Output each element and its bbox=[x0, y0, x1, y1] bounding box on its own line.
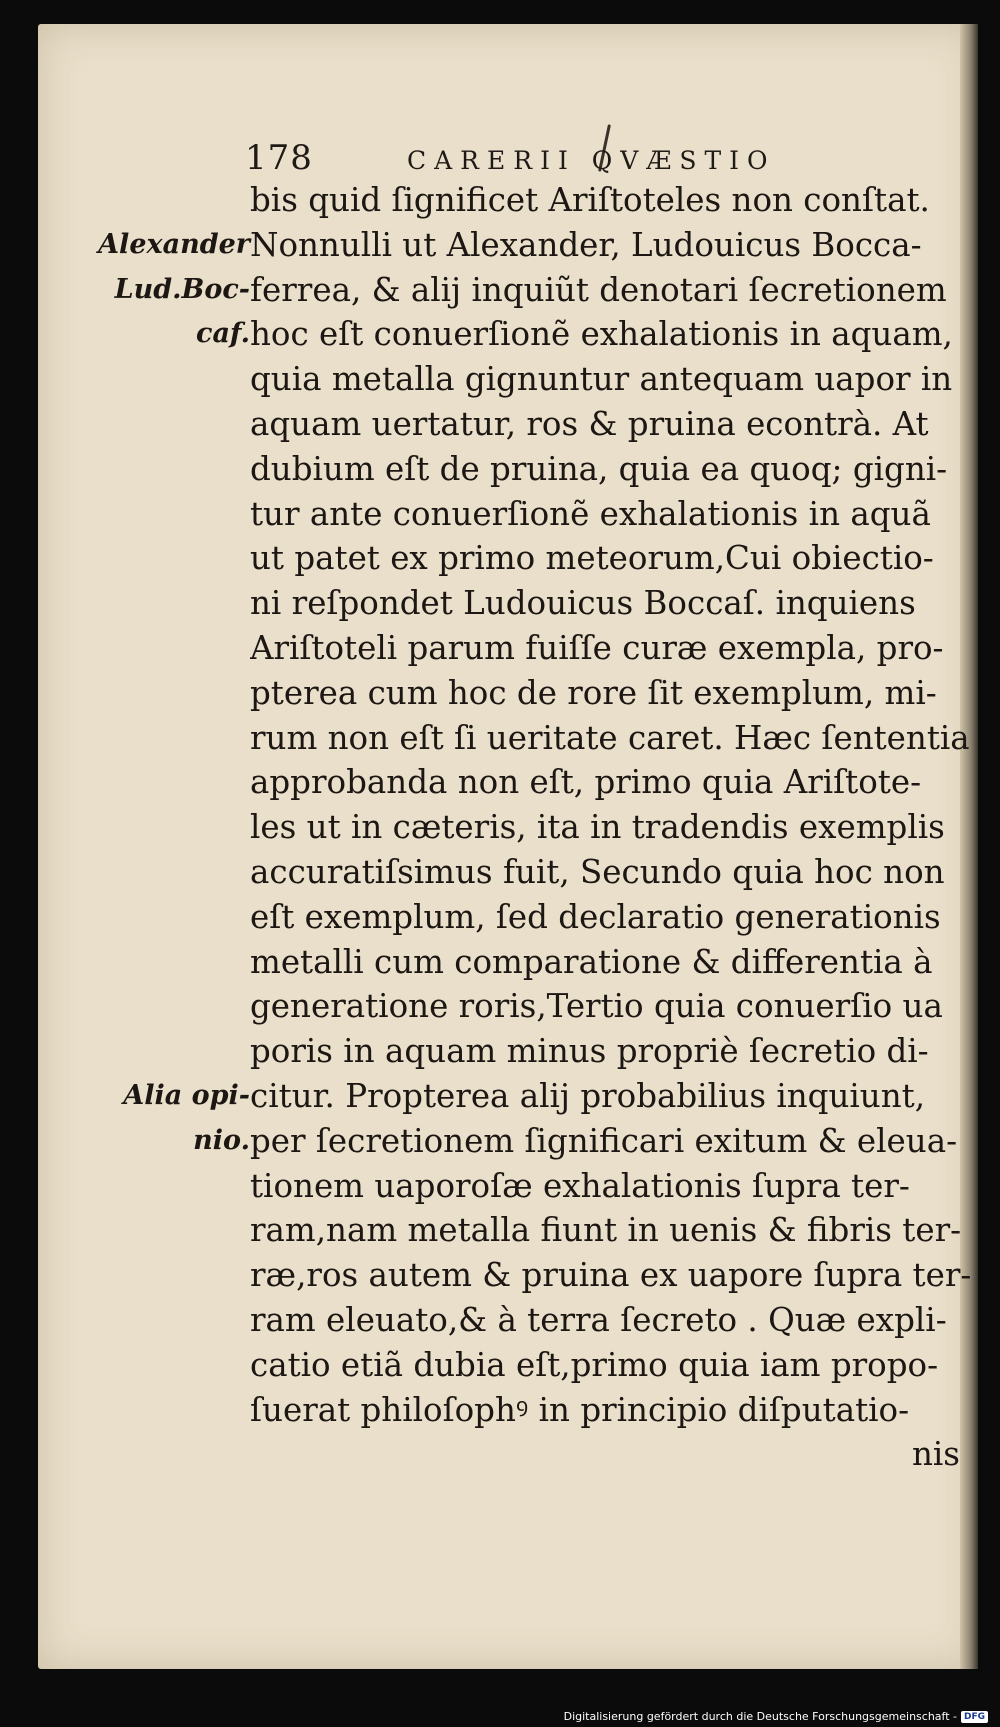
footer-credit bbox=[564, 1710, 988, 1723]
footer-text: Digitalisierung gefördert durch die Deutsche Forschungsgemeinschaft - bbox=[563, 1710, 957, 1723]
text-line: ſuerat philoſophꝰ in principio diſputatio- bbox=[250, 1390, 910, 1429]
body-text bbox=[250, 178, 980, 1477]
text-line: ræ,ros autem & pruina ex uapore ſupra ter- bbox=[250, 1256, 972, 1295]
text-line: ram eleuato,& à terra ſecreto . Quæ expli- bbox=[250, 1300, 947, 1339]
text-line: metalli cum comparatione & differentia à bbox=[250, 942, 933, 981]
text-line: generatione roris,Tertio quia conuerſio ua bbox=[250, 987, 943, 1026]
text-line: eſt exemplum, ſed declaratio generationis bbox=[250, 897, 941, 936]
text-line: dubium eſt de pruina, quia ea quoq; gigni- bbox=[250, 449, 948, 488]
text-line: catio etiã dubia eſt,primo quia iam propo- bbox=[250, 1345, 939, 1384]
text-line: Nonnulli ut Alexander, Ludouicus Bocca- bbox=[250, 225, 922, 264]
text-line: poris in aquam minus propriè ſecretio di- bbox=[250, 1032, 929, 1071]
text-line: pterea cum hoc de rore ſit exemplum, mi- bbox=[250, 673, 937, 712]
text-line: ferrea, & alij inquiũt denotari ſecretionem bbox=[250, 270, 947, 309]
running-title: CARERII QVÆSTIO bbox=[407, 146, 776, 175]
text-line: ram,nam metalla fiunt in uenis & fibris ter- bbox=[250, 1211, 962, 1250]
dfg-logo-icon: DFG bbox=[961, 1711, 988, 1723]
page-header bbox=[245, 138, 865, 178]
text-line: accuratiſsimus fuit, Secundo quia hoc non bbox=[250, 852, 945, 891]
text-line: ni reſpondet Ludouicus Boccaſ. inquiens bbox=[250, 584, 916, 623]
text-line: ut patet ex primo meteorum,Cui obiectio- bbox=[250, 539, 934, 578]
text-line: per ſecretionem ſignificari exitum & eleua- bbox=[250, 1121, 958, 1160]
text-line: Ariſtoteli parum fuiſſe curæ exempla, pro- bbox=[250, 628, 944, 667]
text-line: rum non eſt ſi ueritate caret. Hæc ſententia bbox=[250, 718, 970, 757]
page-number: 178 bbox=[245, 138, 313, 178]
margin-note: Alia opi- bbox=[123, 1080, 250, 1111]
text-line: bis quid ſignificet Ariſtoteles non conſtat. bbox=[250, 181, 930, 219]
text-line: les ut in cæteris, ita in tradendis exemplis bbox=[250, 808, 945, 847]
text-line: tur ante conuerſionẽ exhalationis in aquã bbox=[250, 494, 931, 533]
catchword: nis bbox=[911, 1435, 960, 1474]
margin-note: caf. bbox=[196, 318, 250, 350]
text-line: quia metalla gignuntur antequam uapor in bbox=[250, 360, 953, 399]
text-line: approbanda non eſt, primo quia Ariſtote- bbox=[250, 763, 922, 802]
margin-note: nio. bbox=[193, 1124, 250, 1156]
text-line: citur. Propterea alij probabilius inquiunt, bbox=[250, 1076, 926, 1115]
margin-note: Alexander bbox=[98, 228, 250, 260]
margin-note: Lud.Boc- bbox=[114, 273, 250, 305]
text-line: hoc eſt conuerſionẽ exhalationis in aquam, bbox=[250, 315, 953, 354]
text-line: aquam uertatur, ros & pruina econtrà. At bbox=[250, 404, 929, 443]
text-line: tionem uaporoſæ exhalationis ſupra ter- bbox=[250, 1166, 910, 1205]
